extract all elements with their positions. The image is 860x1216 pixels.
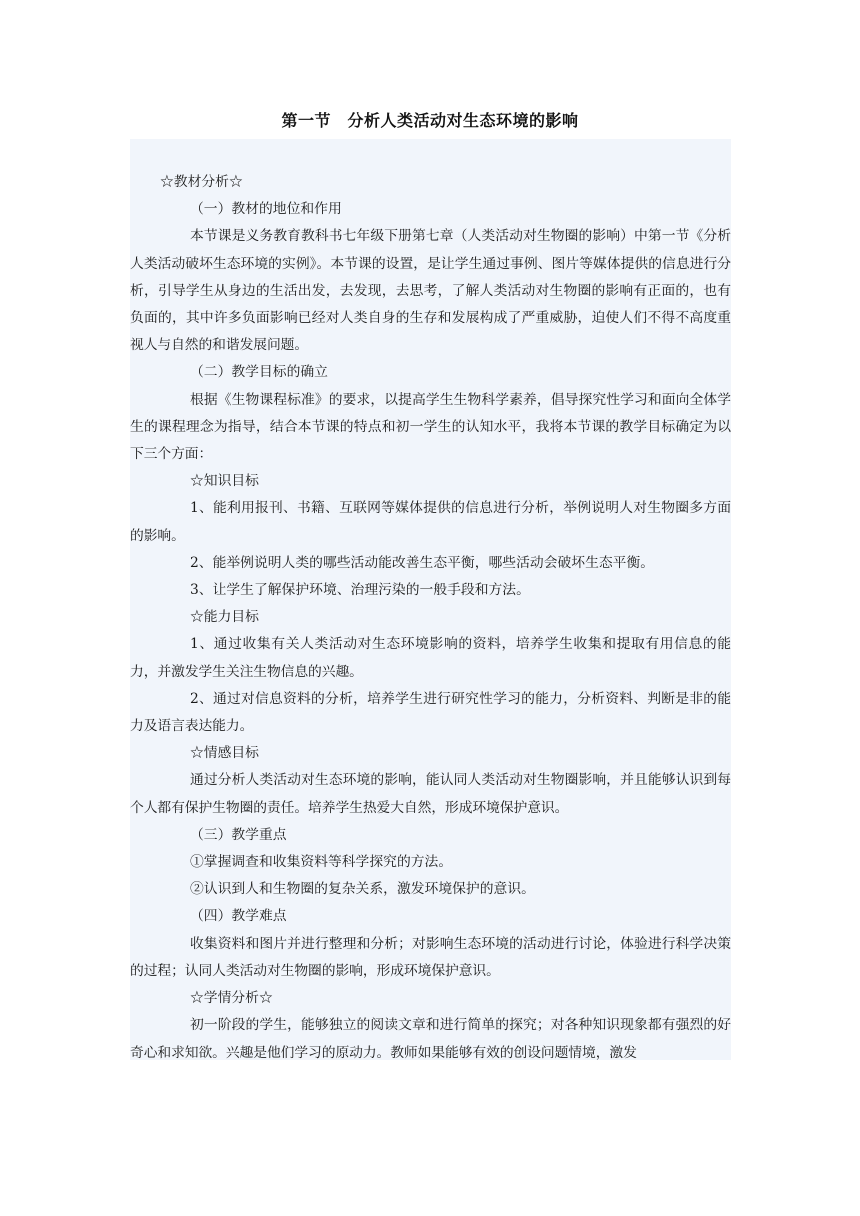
heading-ability-goals: ☆能力目标 xyxy=(190,609,259,626)
heading-knowledge-goals: ☆知识目标 xyxy=(190,473,259,490)
subheading-difficulties: （四）教学难点 xyxy=(190,908,287,925)
subheading-key-points: （三）教学重点 xyxy=(190,826,287,843)
section-heading-textbook-analysis: ☆教材分析☆ xyxy=(160,174,243,190)
section-heading-student-analysis: ☆学情分析☆ xyxy=(190,990,273,1007)
list-item-ability-1: 1、通过收集有关人类活动对生态环境影响的资料，培养学生收集和提取有用信息的能力，并激发学生关注生物信息的兴趣。 xyxy=(130,636,731,680)
paragraph-difficulties: 收集资料和图片并进行整理和分析；对影响生态环境的活动进行讨论，体验进行科学决策的过程；认同人类活动对生物圈的影响，形成环境保护意识。 xyxy=(130,935,731,979)
page-title: 第一节 分析人类活动对生态环境的影响 xyxy=(281,111,579,130)
list-item-knowledge-3: 3、让学生了解保护环境、治理污染的一般手段和方法。 xyxy=(190,582,530,599)
paragraph-objectives-basis: 根据《生物课程标准》的要求，以提高学生生物科学素养，倡导探究性学习和面向全体学生的课程理念为指导，结合本节课的特点和初一学生的认知水平，我将本节课的教学目标确定为以下三个方面： xyxy=(130,391,731,463)
subheading-teaching-objectives: （二）教学目标的确立 xyxy=(190,364,328,381)
list-item-ability-2: 2、通过对信息资料的分析，培养学生进行研究性学习的能力，分析资料、判断是非的能力及语言表达能力。 xyxy=(130,690,731,735)
list-item-key-point-1: ①掌握调查和收集资料等科学探究的方法。 xyxy=(190,854,453,871)
list-item-knowledge-1: 1、能利用报刊、书籍、互联网等媒体提供的信息进行分析，举例说明人对生物圈多方面的影响。 xyxy=(130,500,731,544)
paragraph-lesson-intro: 本节课是义务教育教科书七年级下册第七章（人类活动对生物圈的影响）中第一节《分析人类活动破坏生态环境的实例》。本节课的设置，是让学生通过事例、图片等媒体提供的信息进行分析，引导学生从身边的生活出发，去发现，去思考，了解人类活动对生物圈的影响有正面的，也有负面的，其中许多负面影响已经对人类自身的生存和发展构成了严重威胁，迫使人们不得不高度重视人与自然的和谐发展问题。 xyxy=(130,228,731,354)
paragraph-student-analysis: 初一阶段的学生，能够独立的阅读文章和进行简单的探究；对各种知识现象都有强烈的好奇心和求知欲。兴趣是他们学习的原动力。教师如果能够有效的创设问题情境，激发 xyxy=(130,1017,731,1061)
subheading-status-and-role: （一）教材的地位和作用 xyxy=(190,201,342,218)
heading-emotional-goals: ☆情感目标 xyxy=(190,745,259,762)
document-body xyxy=(130,169,731,1067)
list-item-knowledge-2: 2、能举例说明人类的哪些活动能改善生态平衡，哪些活动会破坏生态平衡。 xyxy=(190,554,655,571)
list-item-key-point-2: ②认识到人和生物圈的复杂关系，激发环境保护的意识。 xyxy=(190,881,535,898)
paragraph-emotional-goals: 通过分析人类活动对生态环境的影响，能认同人类活动对生物圈影响，并且能够认识到每个人都有保护生物圈的责任。培养学生热爱大自然，形成环境保护意识。 xyxy=(130,772,731,816)
